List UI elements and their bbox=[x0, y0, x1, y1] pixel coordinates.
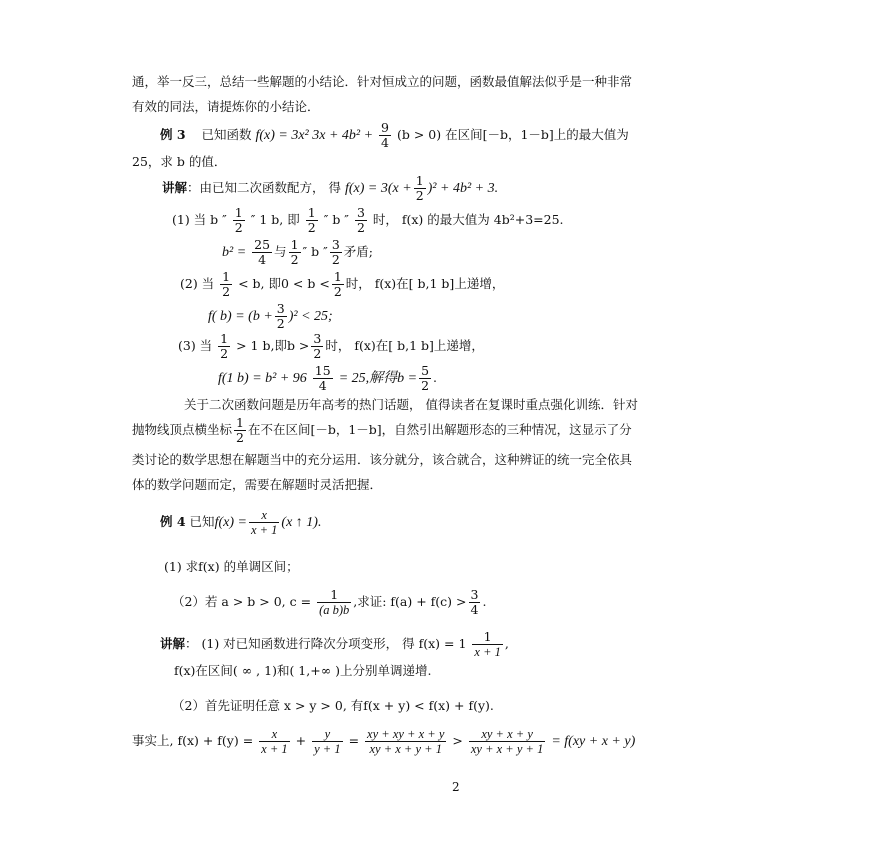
paragraph-line-3: 类讨论的数学思想在解题当中的充分运用．该分就分，该合就合，这种辨证的统一完全依具 bbox=[132, 452, 633, 467]
solution-3-text: ：由已知二次函数配方， 得 bbox=[187, 180, 341, 195]
case-3b-fraction-2: $\frac{5}{2}$ bbox=[421, 363, 430, 393]
example-4-line: 例 4 已知f(x) = $\frac{x}{x + 1}$ (x ↑ 1). bbox=[160, 508, 322, 537]
case-1-fraction-3: $\frac{3}{2}$ bbox=[356, 205, 365, 235]
solution-3-fraction: $\frac{1}{2}$ bbox=[415, 173, 424, 203]
case-3-fraction-1: $\frac{1}{2}$ bbox=[220, 331, 229, 361]
case-2b-fraction: $\frac{3}{2}$ bbox=[276, 301, 285, 331]
case-1b-fraction-3: $\frac{3}{2}$ bbox=[331, 237, 340, 267]
solution-4d-fraction-2: $\frac{y}{y + 1}$ bbox=[314, 727, 341, 756]
example-3-line-1 bbox=[160, 120, 629, 151]
paragraph-line-4: 体的数学问题而定，需要在解题时灵活把握． bbox=[132, 477, 383, 492]
intro-line-2: 有效的同法，请提炼你的小结论． bbox=[132, 99, 320, 114]
solution-3-line bbox=[162, 172, 498, 205]
example-3-fraction: $\frac{9}{4}$ bbox=[381, 120, 389, 150]
solution-4-line-2: f(x)在区间( ∞ , 1)和( 1,+∞ )上分别单调递增. bbox=[174, 663, 432, 678]
solution-3-formula-b: )² + 4b² + 3. bbox=[427, 181, 499, 196]
case-3-fraction-2: $\frac{3}{2}$ bbox=[313, 331, 322, 361]
solution-4-label: 讲解 bbox=[160, 636, 186, 651]
example-4-label: 例 4 bbox=[160, 514, 186, 529]
solution-4-fraction: $\frac{1}{x + 1}$ bbox=[474, 629, 501, 659]
solution-3-formula-a: f(x) = 3(x + bbox=[344, 181, 412, 196]
case-1b-fraction-2: $\frac{1}{2}$ bbox=[290, 237, 299, 267]
case-1-contradiction: b² = $\frac{25}{4}$ 与 $\frac{1}{2}$ ″ b ″ $\frac{3}{2}$ 矛盾; bbox=[222, 237, 373, 267]
case-3-line: (3) 当 $\frac{1}{2}$ > 1 b,即b > $\frac{3}{2}$ 时， f(x)在[ b,1 b]上递增， bbox=[178, 331, 484, 361]
example-3-label: 例 3 bbox=[160, 127, 186, 142]
example-3-line-2: 25，求 b 的值． bbox=[132, 154, 227, 169]
solution-4d-fraction-3: $\frac{xy + xy + x + y}{xy + x + y + 1}$ bbox=[367, 727, 445, 756]
example-4-fraction: $\frac{x}{x + 1}$ bbox=[250, 508, 278, 537]
solution-4-line-3: （2）首先证明任意 x > y > 0, 有f(x + y) < f(x) + f(y). bbox=[172, 698, 494, 713]
solution-4d-fraction-1: $\frac{x}{x + 1}$ bbox=[261, 727, 288, 756]
paragraph-line-1: 关于二次函数问题是历年高考的热门话题， 值得读者在复课时重点强化训练．针对 bbox=[184, 397, 638, 412]
example-4-question-2: （2）若 a > b > 0, c = $\frac{1}{\text{(a b)b}}$ ,求证: f(a) + f(c) > $\frac{3}{4}$ . bbox=[172, 587, 487, 617]
paragraph-fraction: $\frac{1}{2}$ bbox=[236, 415, 244, 445]
example-3-text-b: (b > 0) 在区间[－b，1－b]上的最大值为 bbox=[396, 127, 629, 142]
case-2-line: (2) 当 $\frac{1}{2}$ < b, 即0 < b < $\frac{1}{2}$ 时， f(x)在[ b,1 b]上递增， bbox=[180, 269, 505, 299]
case-2-fraction-1: $\frac{1}{2}$ bbox=[222, 269, 231, 299]
case-2-result: f( b) = (b + $\frac{3}{2}$ )² < 25; bbox=[208, 301, 333, 331]
intro-line-1: 通，举一反三，总结一些解题的小结论．针对恒成立的问题，函数最值解法似乎是一种非常 bbox=[132, 74, 633, 89]
example-3-text-a: 已知函数 bbox=[201, 127, 252, 142]
solution-3-label: 讲解 bbox=[162, 180, 188, 195]
case-1-fraction-1: $\frac{1}{2}$ bbox=[234, 205, 243, 235]
example-4-q2-fraction-1: $\frac{1}{\text{(a b)b}}$ bbox=[319, 587, 350, 617]
page-number: 2 bbox=[452, 780, 460, 794]
case-1-fraction-2: $\frac{1}{2}$ bbox=[307, 205, 316, 235]
paragraph-line-2: 抛物线顶点横坐标 $\frac{1}{2}$ 在不在区间[－b，1－b]，自然引出解题形态的三种情况，这显示了分 bbox=[132, 415, 632, 445]
example-3-formula: f(x) = 3x² 3x + 4b² + bbox=[255, 128, 374, 143]
solution-4-line-4: 事实上, f(x) + f(y) = $\frac{x}{x + 1}$ + $\frac{y}{y + 1}$ = $\frac{xy + xy + x + y}{xy + x + y + 1}$ > $\frac{xy + x + y}{xy + x + y + 1}$ = f(xy + x + y) bbox=[132, 727, 636, 756]
solution-4-line-1: 讲解： (1) 对已知函数进行降次分项变形， 得 f(x) = 1 $\frac{1}{x + 1}$ , bbox=[160, 629, 509, 659]
case-3b-fraction-1: $\frac{15}{4}$ bbox=[314, 363, 331, 393]
solution-4d-fraction-4: $\frac{xy + x + y}{xy + x + y + 1}$ bbox=[470, 727, 544, 756]
example-4-question-1: (1) 求f(x) 的单调区间； bbox=[164, 559, 299, 574]
case-3-result: f(1 b) = b² + 96 $\frac{15}{4}$ = 25,解得b = $\frac{5}{2}$ . bbox=[218, 363, 438, 393]
case-1-line: (1) 当 b ″ $\frac{1}{2}$ ″ 1 b, 即 $\frac{1}{2}$ ″ b ″ $\frac{3}{2}$ 时， f(x) 的最大值为 4b²+3=25. bbox=[172, 205, 564, 235]
case-1b-fraction-1: $\frac{25}{4}$ bbox=[254, 237, 271, 267]
case-2-fraction-2: $\frac{1}{2}$ bbox=[333, 269, 342, 299]
example-4-q2-fraction-2: $\frac{3}{4}$ bbox=[470, 587, 479, 617]
